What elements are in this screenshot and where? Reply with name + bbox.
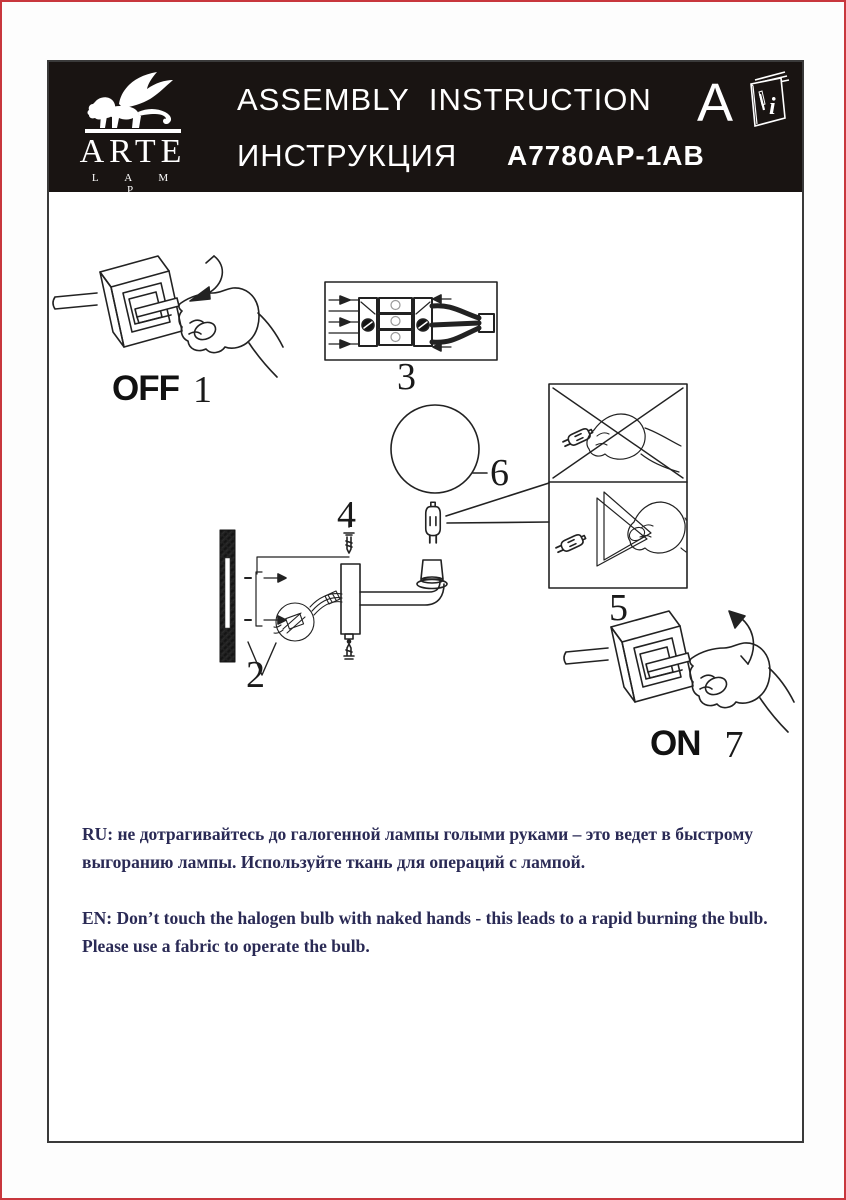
model-number: A7780AP-1AB xyxy=(507,140,705,171)
header xyxy=(49,62,802,196)
assembly-diagram xyxy=(49,192,802,812)
section-letter: A xyxy=(697,73,734,133)
switch-off-figure xyxy=(53,256,283,377)
title-english: ASSEMBLY INSTRUCTION xyxy=(237,82,652,117)
brand-subname: L A M P xyxy=(91,172,181,196)
terminal-block-figure xyxy=(325,282,497,360)
winged-lion-icon xyxy=(81,68,185,134)
glass-globe-figure xyxy=(391,405,487,493)
lamp-body-figure xyxy=(341,502,447,659)
off-label: OFF xyxy=(112,369,179,408)
svg-text:i: i xyxy=(769,94,776,120)
warning-notes xyxy=(82,820,788,987)
step5-number: 5 xyxy=(609,587,628,629)
step1-number: 1 xyxy=(192,369,212,411)
switch-on-figure xyxy=(564,611,794,732)
brand-name: ARTE xyxy=(79,133,187,170)
title-russian: ИНСТРУКЦИЯ xyxy=(237,138,458,173)
on-label: ON xyxy=(650,724,701,763)
step6-number: 6 xyxy=(490,452,509,494)
step7-number: 7 xyxy=(724,724,744,766)
step4-number: 4 xyxy=(337,494,356,536)
wall-mounting-figure xyxy=(220,530,349,675)
arte-lamp-logo xyxy=(77,68,189,196)
step7-caption xyxy=(650,726,744,764)
instruction-booklet-icon xyxy=(741,70,791,135)
wiring-inset-figure xyxy=(274,591,342,641)
note-english: EN: Don’t touch the halogen bulb with naked hands - this leads to a rapid burning the bulb. Please use a fabric to operate the bulb. xyxy=(82,907,768,957)
step3-number: 3 xyxy=(397,356,416,398)
bulb-warning-figure xyxy=(549,384,687,588)
step2-number: 2 xyxy=(246,654,265,696)
note-russian: RU: не дотрагивайтесь до галогенной лампы голыми руками – это ведет в быстрому выгоранию лампы. Используйте ткань для операций с лампой. xyxy=(82,824,753,873)
step1-caption xyxy=(112,371,212,409)
